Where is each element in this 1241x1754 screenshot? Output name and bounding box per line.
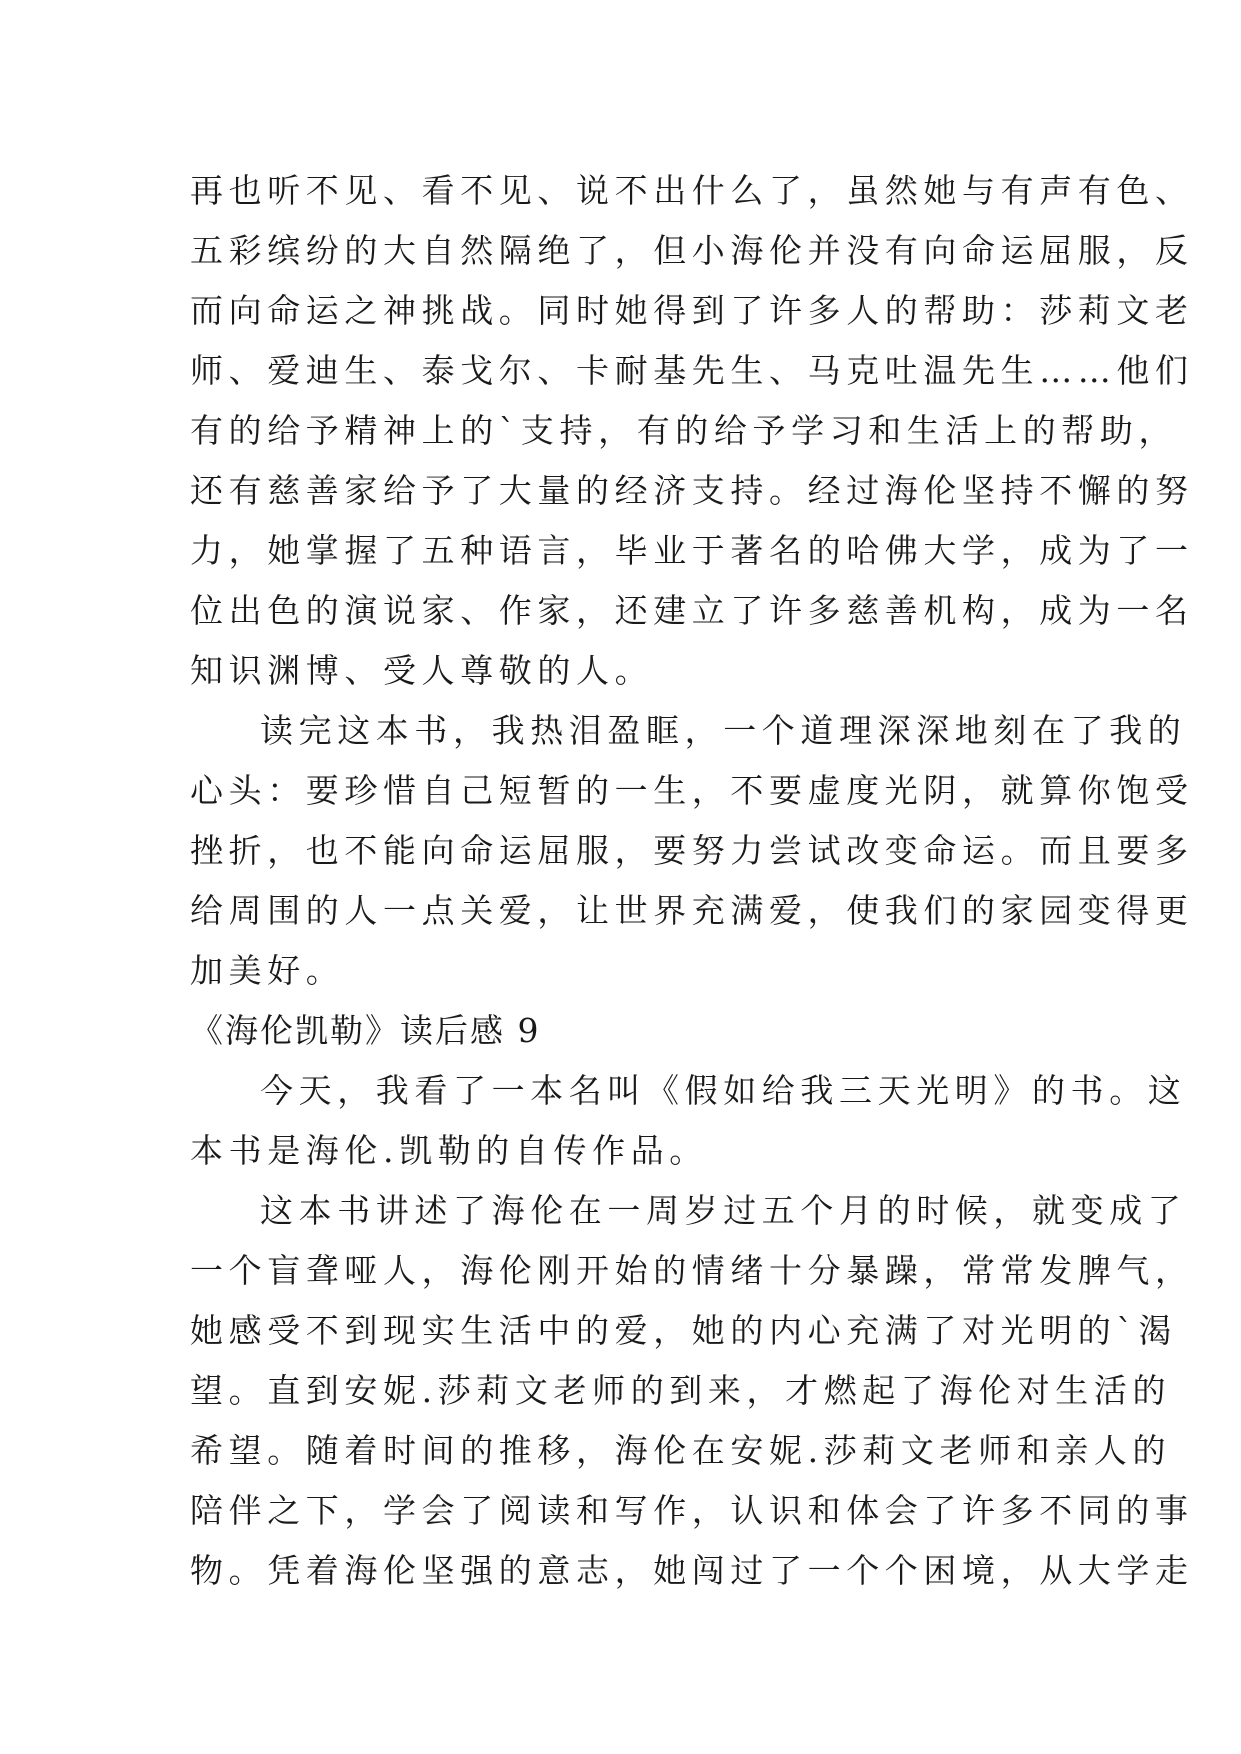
text-line: 一个盲聋哑人，海伦刚开始的情绪十分暴躁，常常发脾气，: [190, 1251, 1194, 1290]
text-line: 有的给予精神上的`支持，有的给予学习和生活上的帮助，: [190, 411, 1178, 450]
text-line: 陪伴之下，学会了阅读和写作，认识和体会了许多不同的事: [190, 1491, 1194, 1530]
text-line: 师、爱迪生、泰戈尔、卡耐基先生、马克吐温先生……他们: [190, 351, 1194, 390]
text-line: 她感受不到现实生活中的爱，她的内心充满了对光明的`渴: [190, 1311, 1178, 1350]
text-line: 位出色的演说家、作家，还建立了许多慈善机构，成为一名: [190, 591, 1194, 630]
text-line: 加美好。: [190, 951, 345, 990]
text-line: 希望。随着时间的推移，海伦在安妮.莎莉文老师和亲人的: [190, 1431, 1172, 1470]
text-line: 而向命运之神挑战。同时她得到了许多人的帮助：莎莉文老: [190, 291, 1194, 330]
paragraph-start-line: 今天，我看了一本名叫《假如给我三天光明》的书。这: [260, 1071, 1187, 1110]
paragraph-start-line: 读完这本书，我热泪盈眶，一个道理深深地刻在了我的: [260, 711, 1187, 750]
text-line: 本书是海伦.凯勒的自传作品。: [190, 1131, 708, 1170]
text-line: 望。直到安妮.莎莉文老师的到来，才燃起了海伦对生活的: [190, 1371, 1172, 1410]
body-text: [190, 161, 1194, 1601]
text-line: 物。凭着海伦坚强的意志，她闯过了一个个困境，从大学走: [190, 1551, 1194, 1590]
text-line: 知识渊博、受人尊敬的人。: [190, 651, 654, 690]
text-line: 再也听不见、看不见、说不出什么了，虽然她与有声有色、: [190, 171, 1194, 210]
section-heading: 《海伦凯勒》读后感 9: [190, 1011, 541, 1050]
text-line: 力，她掌握了五种语言，毕业于著名的哈佛大学，成为了一: [190, 531, 1194, 570]
text-line: 给周围的人一点关爱，让世界充满爱，使我们的家园变得更: [190, 891, 1194, 930]
text-line: 五彩缤纷的大自然隔绝了，但小海伦并没有向命运屈服，反: [190, 231, 1194, 270]
paragraph-start-line: 这本书讲述了海伦在一周岁过五个月的时候，就变成了: [260, 1191, 1187, 1230]
text-line: 还有慈善家给予了大量的经济支持。经过海伦坚持不懈的努: [190, 471, 1194, 510]
text-line: 心头：要珍惜自己短暂的一生，不要虚度光阴，就算你饱受: [190, 771, 1194, 810]
text-line: 挫折，也不能向命运屈服，要努力尝试改变命运。而且要多: [190, 831, 1194, 870]
